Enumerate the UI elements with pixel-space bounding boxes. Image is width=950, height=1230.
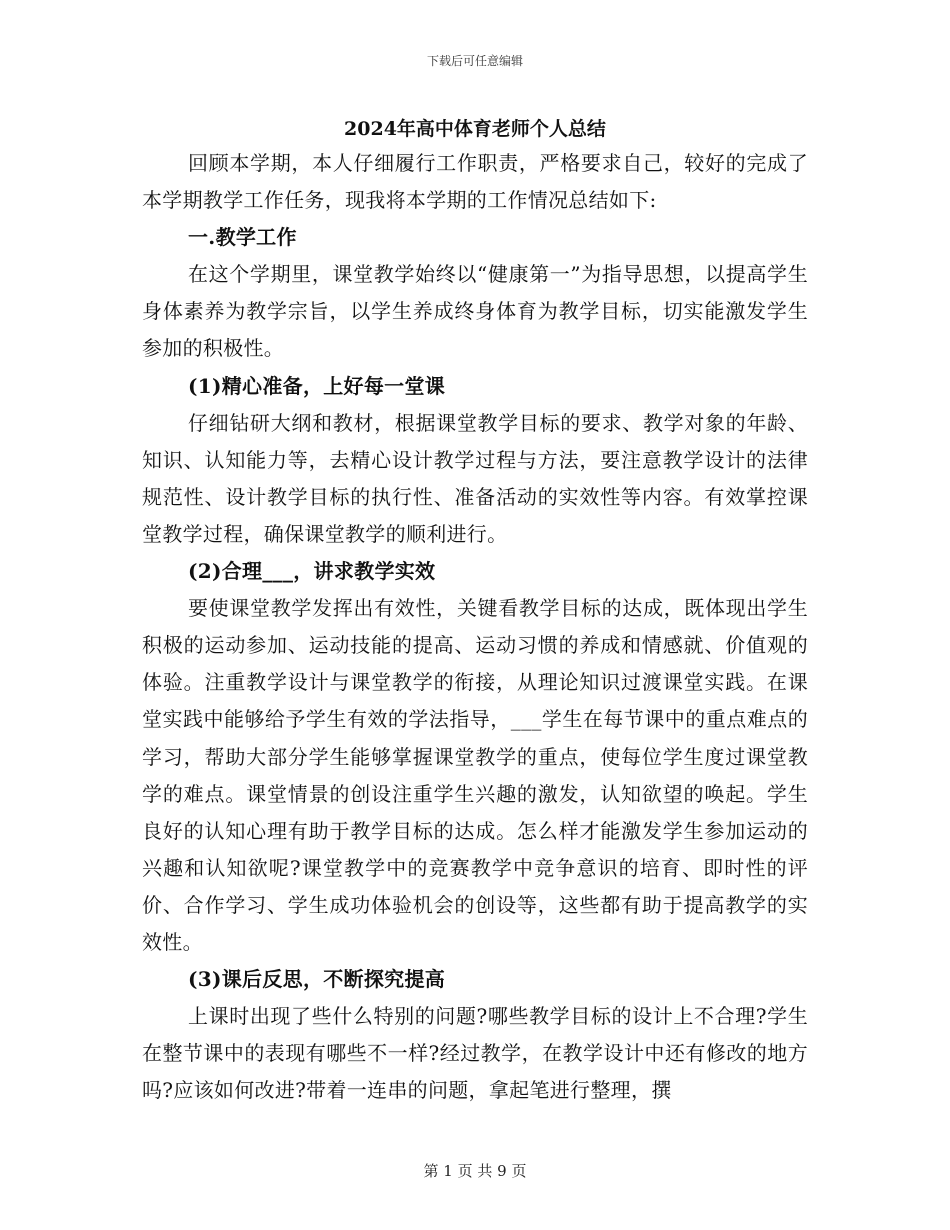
- page-title: 2024年高中体育老师个人总结: [344, 118, 606, 140]
- header-note: 下载后可任意编辑: [426, 54, 523, 68]
- section-heading-teaching-work: 一.教学工作: [188, 225, 297, 250]
- subheading-reflection: (3)课后反思，不断探究提高: [188, 967, 446, 992]
- reflection-paragraph: 上课时出现了些什么特别的问题?哪些教学目标的设计上不合理?学生在整节课中的表现有哪些不一样?经过教学，在教学设计中还有修改的地方吗?应该如何改进?带着一连串的问题，拿起笔进行整理，撰: [142, 1004, 808, 1103]
- subheading-preparation: (1)精心准备，上好每一堂课: [188, 373, 446, 398]
- intro-paragraph: 回顾本学期，本人仔细履行工作职责，严格要求自己，较好的完成了本学期教学工作任务，现我将本学期的工作情况总结如下:: [142, 151, 808, 213]
- preparation-paragraph: 仔细钻研大纲和教材，根据课堂教学目标的要求、教学对象的年龄、知识、认知能力等，去精心设计教学过程与方法，要注意教学设计的法律规范性、设计教学目标的执行性、准备活动的实效性等内容。有效掌控课堂教学过程，确保课堂教学的顺利进行。: [142, 410, 808, 546]
- document-body: [142, 145, 808, 1109]
- effectiveness-paragraph: 要使课堂教学发挥出有效性，关键看教学目标的达成，既体现出学生积极的运动参加、运动技能的提高、运动习惯的养成和情感就、价值观的体验。注重教学设计与课堂教学的衔接，从理论知识过渡课堂实践。在课堂实践中能够给予学生有效的学法指导，___学生在每节课中的重点难点的学习，帮助大部分学生能够掌握课堂教学的重点，使每位学生度过课堂教学的难点。课堂情景的创设注重学生兴趣的激发，认知欲望的唤起。学生良好的认知心理有助于教学目标的达成。怎么样才能激发学生参加运动的兴趣和认知欲呢?课堂教学中的竞赛教学中竞争意识的培育、即时性的评价、合作学习、学生成功体验机会的创设等，这些都有助于提高教学的实效性。: [142, 596, 808, 954]
- page-number: 第 1 页 共 9 页: [423, 1162, 527, 1180]
- subheading-effectiveness: (2)合理___，讲求教学实效: [188, 559, 436, 584]
- teaching-work-paragraph: 在这个学期里，课堂教学始终以“健康第一”为指导思想，以提高学生身体素养为教学宗旨，以学生养成终身体育为教学目标，切实能激发学生参加的积极性。: [142, 262, 808, 361]
